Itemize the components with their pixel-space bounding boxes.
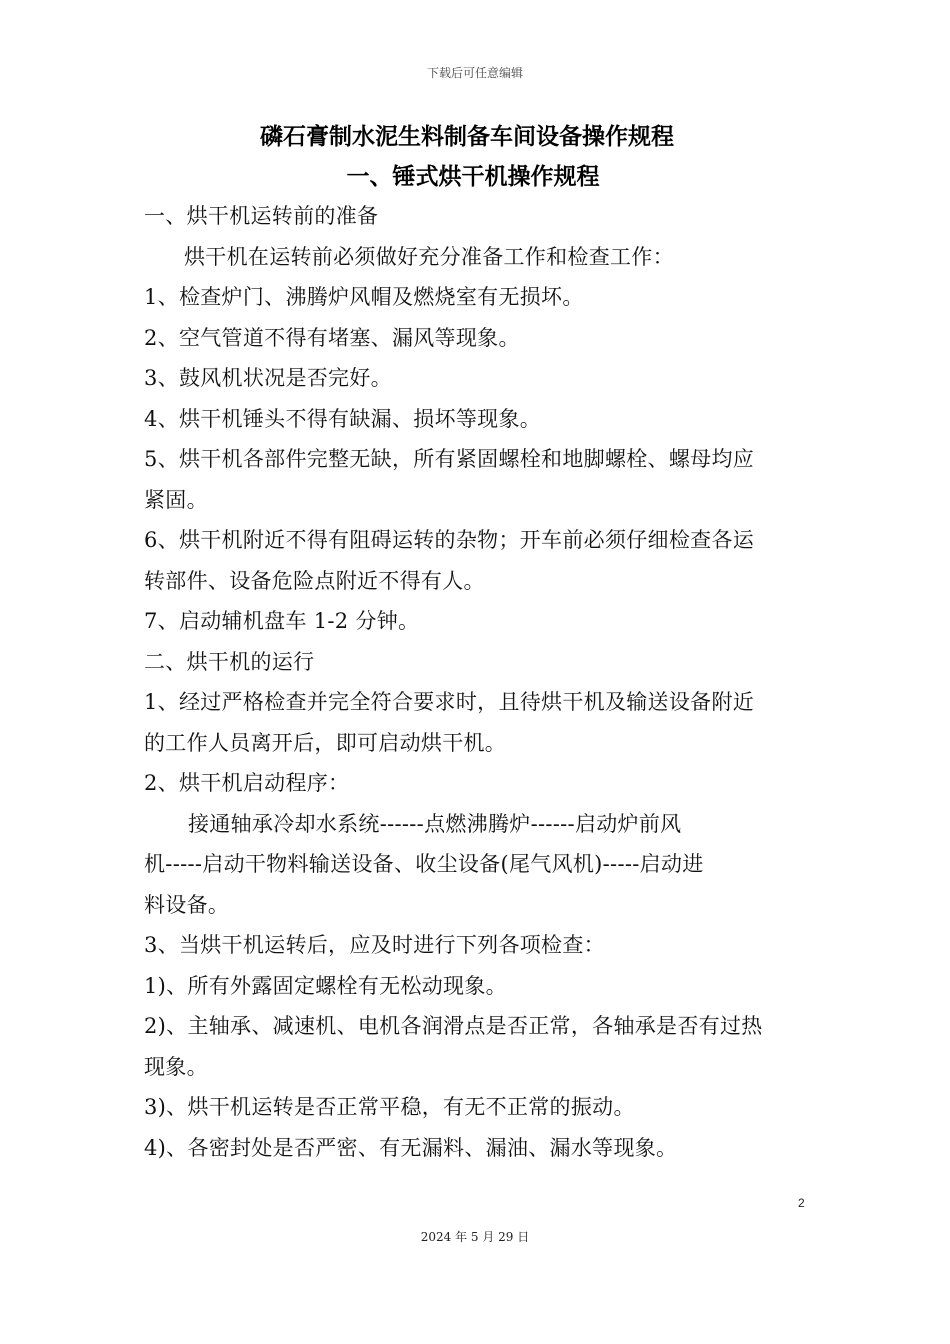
section-title: 一、锤式烘干机操作规程 — [346, 164, 600, 190]
sub-list-item-continuation: 现象。 — [144, 1054, 208, 1079]
page-header-note: 下载后可任意编辑 — [426, 66, 523, 80]
document-title: 磷石膏制水泥生料制备车间设备操作规程 — [260, 124, 674, 150]
list-item-continuation: 的工作人员离开后，即可启动烘干机。 — [144, 730, 507, 755]
list-item-continuation: 紧固。 — [144, 487, 208, 512]
paragraph-line: 料设备。 — [144, 892, 230, 917]
sub-list-item: 3)、烘干机运转是否正常平稳，有无不正常的振动。 — [144, 1095, 635, 1119]
sub-list-item: 4)、各密封处是否严密、有无漏料、漏油、漏水等现象。 — [144, 1135, 678, 1160]
list-item: 5、烘干机各部件完整无缺，所有紧固螺栓和地脚螺栓、螺母均应 — [144, 447, 755, 471]
list-item: 6、烘干机附近不得有阻碍运转的杂物；开车前必须仔细检查各运 — [144, 528, 755, 552]
list-item-continuation: 转部件、设备危险点附近不得有人。 — [144, 568, 485, 593]
sub-list-item: 2)、主轴承、减速机、电机各润滑点是否正常，各轴承是否有过热 — [144, 1014, 763, 1038]
paragraph-line: 烘干机在运转前必须做好充分准备工作和检查工作： — [184, 244, 674, 269]
list-item: 3、鼓风机状况是否完好。 — [144, 366, 392, 390]
page-footer-date: 2024 年 5 月 29 日 — [420, 1230, 530, 1244]
page-number: 2 — [798, 1196, 805, 1210]
section-heading: 一、烘干机运转前的准备 — [144, 204, 379, 228]
paragraph-line: 接通轴承冷却水系统------点燃沸腾炉------启动炉前风 — [188, 811, 682, 836]
list-item: 2、空气管道不得有堵塞、漏风等现象。 — [144, 325, 520, 350]
document-body — [144, 196, 806, 1168]
list-item: 3、当烘干机运转后，应及时进行下列各项检查： — [144, 933, 605, 957]
list-item: 2、烘干机启动程序： — [144, 771, 350, 795]
sub-list-item: 1)、所有外露固定螺栓有无松动现象。 — [144, 973, 507, 998]
list-item: 1、经过严格检查并完全符合要求时，且待烘干机及输送设备附近 — [144, 690, 755, 714]
paragraph-line: 机-----启动干物料输送设备、收尘设备(尾气风机)-----启动进 — [144, 852, 704, 876]
list-item: 7、启动辅机盘车 1-2 分钟。 — [144, 609, 420, 633]
list-item: 1、检查炉门、沸腾炉风帽及燃烧室有无损坏。 — [144, 285, 584, 309]
section-heading: 二、烘干机的运行 — [144, 649, 315, 674]
list-item: 4、烘干机锤头不得有缺漏、损坏等现象。 — [144, 406, 542, 431]
